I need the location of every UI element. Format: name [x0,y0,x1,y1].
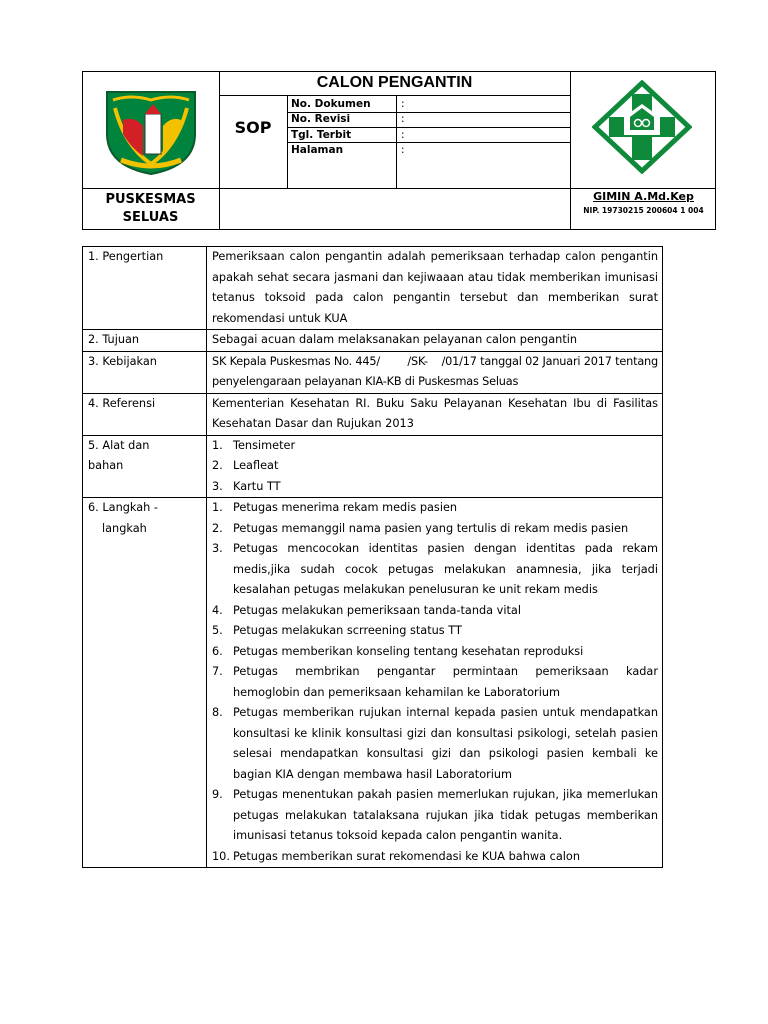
list-item-text: Petugas mencocokan identitas pasien dengan identitas pada rekam medis,jika sudah cocok petugas melakukan anamnesia, jika terjadi kesalahan petugas melakukan penelusuran ke unit rekam medis [233,542,658,596]
list-item [212,621,658,642]
section-label-kebijakan: 3. Kebijakan [83,351,207,393]
list-item-text: Petugas melakukan scrreening status TT [233,624,462,637]
health-cross-logo [592,80,692,174]
list-item-number: 9. [212,788,223,801]
list-item [212,601,658,622]
list-item-number: 2. [212,459,223,472]
signer-nip: NIP. 19730215 200604 1 004 [583,206,704,215]
list-item-text: Leafleat [233,459,279,472]
section-label-alat [83,435,207,498]
list-item-number: 1. [212,438,223,452]
section-label-referensi: 4. Referensi [83,393,207,435]
table-row [83,330,663,352]
list-item [212,436,658,457]
list-item-number: 2. [212,521,223,535]
list-item-number: 4. [212,603,223,617]
list-item-number: 1. [212,501,223,514]
list-item-number: 8. [212,706,223,719]
page-title: CALON PENGANTIN [316,74,473,91]
table-row [83,351,663,393]
field-value-no-dokumen: : [401,98,405,110]
field-label-tgl-terbit: Tgl. Terbit [291,129,352,141]
list-item-text: Petugas memberikan surat rekomendasi ke KUA bahwa calon [233,849,580,863]
list-item [212,456,658,477]
list-item [212,662,658,703]
list-item-number: 5. [212,624,223,637]
table-row [83,247,663,330]
table-row [83,435,663,498]
sop-label: SOP [234,118,272,137]
organization-name-line2: SELUAS [122,210,179,225]
list-item-text: Petugas menerima rekam medis pasien [233,501,458,514]
sop-content-table [82,246,663,868]
signer-name: GIMIN A.Md.Kep [593,190,694,203]
section-label-tujuan: 2. Tujuan [83,330,207,352]
list-item-text: Petugas memanggil nama pasien yang tertulis di rekam medis pasien [233,521,629,535]
list-item [212,539,658,601]
table-row [83,393,663,435]
list-item-number: 7. [212,665,223,678]
list-item [212,519,658,540]
table-row [83,498,663,868]
section-text-kebijakan: SK Kepala Puskesmas No. 445/ /SK- /01/17 tanggal 02 Januari 2017 tentang penyelengaraan pelayanan KIA-KB di Puskesmas Seluas [207,351,663,393]
section-label-langkah [83,498,207,868]
list-item [212,847,658,868]
list-item-number: 3. [212,542,223,555]
field-label-no-dokumen: No. Dokumen [291,98,371,110]
list-item-number: 3. [212,479,223,493]
list-item-number: 10. [212,849,230,863]
list-item-text: Petugas melakukan pemeriksaan tanda-tanda vital [233,603,521,617]
section-text-tujuan: Sebagai acuan dalam melaksanakan pelayanan calon pengantin [207,330,663,352]
section-label-alat-line2: bahan [88,459,124,472]
list-item-text: Kartu TT [233,479,281,493]
list-item-text: Petugas membrikan pengantar permintaan pemeriksaan kadar hemoglobin dan pemeriksaan kehamilan ke Laboratorium [233,665,658,699]
organization-name [82,188,219,230]
regional-emblem-logo [101,86,201,176]
field-label-halaman: Halaman [291,144,344,156]
list-item [212,642,658,663]
list-item [212,785,658,847]
section-label-langkah-line2: langkah [102,521,147,535]
section-label-pengertian: 1. Pengertian [83,247,207,330]
section-text-pengertian: Pemeriksaan calon pengantin adalah pemeriksaan terhadap calon pengantin apakah sehat secara jasmani dan kejiwaaan atau tidak memberikan imunisasi tetanus toksoid pada calon pengantin tersebut dan memberikan surat rekomendasi untuk KUA [207,247,663,330]
list-item-text: Petugas memberikan konseling tentang kesehatan reproduksi [233,644,584,658]
list-item [212,477,658,498]
list-item [212,498,658,519]
list-item-text: Petugas menentukan pakah pasien memerlukan rujukan, jika memerlukan petugas melakukan tatalaksana rujukan jika tidak petugas memberikan imunisasi tetanus toksoid kepada calon pengantin wanita. [233,788,658,842]
section-label-alat-line1: 5. Alat dan [88,438,150,452]
field-value-halaman: : [401,144,405,156]
list-item [212,703,658,785]
section-label-langkah-line1: 6. Langkah - [88,501,159,514]
list-item-text: Petugas memberikan rujukan internal kepada pasien untuk mendapatkan konsultasi ke klinik konsultasi gizi dan konsultasi psikologi, setelah pasien selesai mendapatkan konsultasi gizi dan psikologi pasien kembali ke bagian KIA dengan membawa hasil Laboratorium [233,706,658,781]
field-label-no-revisi: No. Revisi [291,113,351,125]
field-value-tgl-terbit: : [401,129,405,141]
section-text-referensi: Kementerian Kesehatan RI. Buku Saku Pelayanan Kesehatan Ibu di Fasilitas Kesehatan Dasar dan Rujukan 2013 [207,393,663,435]
list-item-number: 6. [212,644,223,658]
list-item-text: Tensimeter [233,438,296,452]
organization-name-line1: PUSKESMAS [105,192,196,207]
section-list-langkah [207,498,663,868]
field-value-no-revisi: : [401,113,405,125]
section-list-alat [207,435,663,498]
